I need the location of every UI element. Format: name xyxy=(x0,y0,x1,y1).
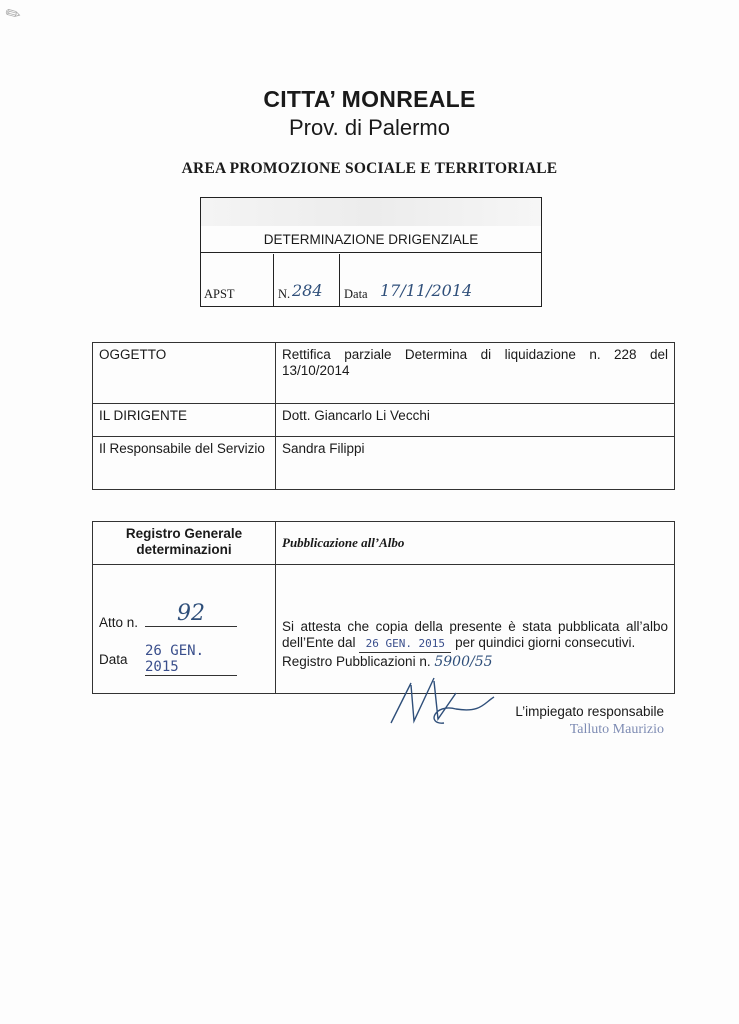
signature-role: L’impiegato responsabile xyxy=(515,704,664,719)
determination-row xyxy=(201,254,541,306)
city-title: CITTA’ MONREALE xyxy=(263,86,476,112)
table-row xyxy=(93,404,675,437)
registry-left-header: Registro Generale determinazioni xyxy=(93,522,276,565)
number-label: N. xyxy=(278,287,291,301)
date-value: 17/11/2014 xyxy=(380,281,473,300)
apst-cell xyxy=(201,254,274,306)
responsabile-label: Il Responsabile del Servizio xyxy=(93,437,276,490)
scan-shading xyxy=(201,198,541,226)
oggetto-value: Rettifica parziale Determina di liquidazione n. 228 del 13/10/2014 xyxy=(276,343,675,404)
dirigente-label: IL DIRIGENTE xyxy=(93,404,276,437)
number-cell xyxy=(274,254,340,306)
table-row xyxy=(93,437,675,490)
table-row xyxy=(93,343,675,404)
province-subtitle: Prov. di Palermo xyxy=(289,115,450,140)
oggetto-label: OGGETTO xyxy=(93,343,276,404)
date-cell xyxy=(340,254,541,306)
signature-name-stamp: Talluto Maurizio xyxy=(569,722,664,737)
atto-value: 92 xyxy=(145,601,237,627)
dirigente-value: Dott. Giancarlo Li Vecchi xyxy=(276,404,675,437)
attesta-date-stamp: 26 GEN. 2015 xyxy=(359,636,451,653)
determination-heading: DETERMINAZIONE DRIGENZIALE xyxy=(263,232,479,247)
handwritten-signature xyxy=(386,673,496,728)
registry-left-cell xyxy=(93,565,276,694)
number-value: 284 xyxy=(292,281,323,300)
registry-right-header: Pubblicazione all’Albo xyxy=(276,522,675,565)
date-label: Data xyxy=(344,287,368,301)
divider xyxy=(201,252,541,253)
responsabile-value: Sandra Filippi xyxy=(276,437,675,490)
registry-table xyxy=(92,521,675,737)
data-stamp: 26 GEN. 2015 xyxy=(145,643,237,676)
scan-mark: ✎ xyxy=(1,1,25,27)
data-label: Data xyxy=(99,652,128,667)
attesta-paragraph xyxy=(282,619,668,653)
table-row xyxy=(93,565,675,694)
atto-label: Atto n. xyxy=(99,615,139,630)
attesta-text-1: Si attesta che copia della presente è stata pubblicata all’albo dell’Ente dal xyxy=(282,619,668,650)
info-table xyxy=(92,342,675,490)
registro-line xyxy=(282,653,668,671)
apst-label: APST xyxy=(204,287,235,301)
registry-right-cell xyxy=(276,565,675,737)
table-row xyxy=(93,522,675,565)
determination-box xyxy=(200,197,542,307)
registro-value: 5900/55 xyxy=(434,654,493,670)
area-heading: AREA PROMOZIONE SOCIALE E TERRITORIALE xyxy=(181,160,558,177)
attesta-text-2: per quindici giorni consecutivi. xyxy=(455,635,636,650)
registro-label: Registro Pubblicazioni n. xyxy=(282,654,431,669)
